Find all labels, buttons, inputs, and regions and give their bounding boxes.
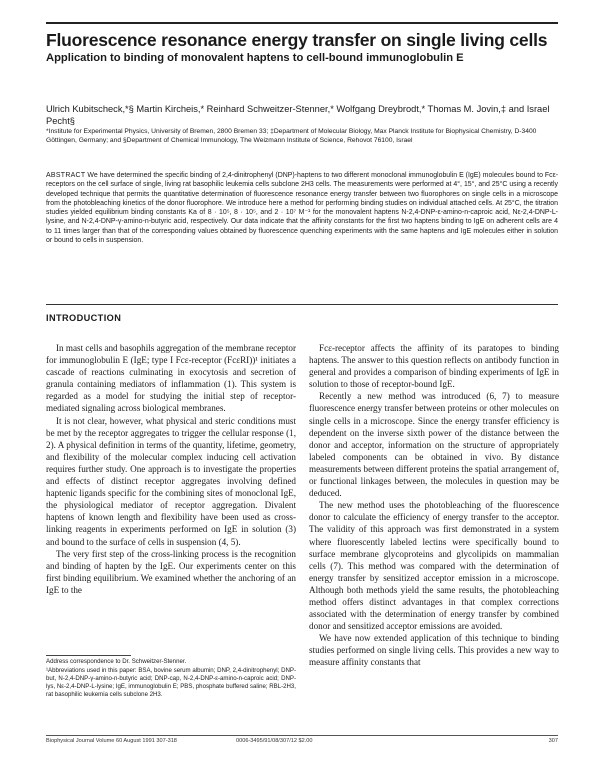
paper-title: Fluorescence resonance energy transfer on single living cells xyxy=(46,30,548,50)
body-paragraph: We have now extended application of this technique to binding studies performed on single living cells. This provides a new way to measure affinity constants that xyxy=(309,633,559,668)
abstract-text: We have determined the specific binding of 2,4-dinitrophenyl (DNP)-haptens to two different monoclonal immunoglobulin E (IgE) molecules bound to Fcε-receptors on the cell surface of single, living rat basophilic leukemia cells subclone 2H3 cells. The measurements were performed at 4°, 15°, and 25°C using a recently developed technique that permits the quantitative determination of fluorescence resonance energy transfer between two fluorophores on single cells in a microscope from the photobleaching kinetics of the donor fluorophore. We introduce here a method for performing binding studies on individual attached cells. At 25°C, the titration studies yielded equilibrium binding constants Ka of 8 · 10⁵, 8 · 10⁵, and 2 · 10⁷ M⁻¹ for the monovalent haptens N-2,4-DNP-ε-amino-n-caproic acid, Nε-2,4-DNP-L-lysine, and N-2,4-DNP-γ-amino-n-butyric acid, respectively. Our data indicate that the affinity constants for the first two haptens binding to IgE on adherent cells are 4 to 11 times larger than that of the corresponding values obtained by fluorescence quenching experiments with the same haptens and IgE molecules either in solution or bound to cells in suspension. xyxy=(46,172,558,245)
author-list: Ulrich Kubitscheck,*§ Martin Kircheis,* Reinhard Schweitzer-Stenner,* Wolfgang Dreybrodt,* Thomas M. Jovin,‡ and Israel Pecht§ xyxy=(46,104,550,126)
section-heading: INTRODUCTION xyxy=(46,313,122,323)
footer-identifier: 0006-3495/91/08/307/12 $2.00 xyxy=(236,738,313,744)
footnote-abbreviations: ¹Abbreviations used in this paper: BSA, bovine serum albumin; DNP, 2,4-dinitrophenyl; DNP-but, N-2,4-DNP-γ-amino-n-butyric acid; DNP-cap, N-2,4-DNP-ε-amino-n-caproic acid; DNP-lys, Nε-2,4-DNP-L-lysine; IgE, immunoglobulin E; PBS, phosphate buffered saline; RBL-2H3, rat basophilic leukemia cells subclone 2H3. xyxy=(46,667,296,698)
footnote-address: Address correspondence to Dr. Schweitzer-Stenner. xyxy=(46,658,187,665)
body-paragraph: The very first step of the cross-linking process is the recognition and binding of hapten by the IgE. Our experiments center on this first binding equilibrium. We examined whether the anchoring of an IgE to the xyxy=(46,548,296,595)
right-column xyxy=(309,342,559,760)
body-paragraph: Fcε-receptor affects the affinity of its paratopes to binding haptens. The answer to this question reflects on antibody function in general and provides a comparison of binding experiments of IgE in solution to those of receptor-bound IgE. xyxy=(309,343,559,390)
footnote-rule xyxy=(46,655,131,656)
footer-journal: Biophysical Journal Volume 60 August 1991 307-318 xyxy=(46,738,177,744)
section-rule xyxy=(46,304,558,305)
affiliations: *Institute for Experimental Physics, University of Bremen, 2800 Bremen 33; ‡Department of Molecular Biology, Max Planck Institute for Biophysical Chemistry, D-3400 Göttingen, Germany; and §Department of Chemical Immunology, The Weizmann Institute of Science, Rehovot 76100, Israel xyxy=(46,128,537,144)
body-paragraph: It is not clear, however, what physical and steric conditions must be met by the receptor aggregates to trigger the cellular response (1, 2). A physical definition in terms of the quantity, lifetime, geometry, and flexibility of the molecular complex inducing cell activation requires further study. One approach is to investigate the properties and effects of distinct receptor aggregates involving defined haptenic ligands specific for the combining sites of monoclonal IgE, the physiological mediator of receptor aggregation. Divalent haptens of known length and flexibility have been used as cross-linking reagents in experiments performed on IgE in solution (3) and bound to the surface of cells in suspension (4, 5). xyxy=(46,415,296,547)
body-paragraph: Recently a new method was introduced (6, 7) to measure fluorescence energy transfer between proteins or other molecules on single cells in a microscope. Since the energy transfer efficiency is dependent on the inverse sixth power of the distance between the donor and acceptor, information on the structure of appropriately labeled components can be obtained in vivo. By distance measurements between different proteins the spatial arrangement of, or functional linkages between, the molecules in question may be deduced. xyxy=(309,391,559,499)
footnotes xyxy=(46,658,296,699)
abstract xyxy=(46,171,558,245)
paper-subtitle: Application to binding of monovalent haptens to cell-bound immunoglobulin E xyxy=(46,52,464,64)
footer-rule xyxy=(46,735,558,736)
body-paragraph: In mast cells and basophils aggregation of the membrane receptor for immunoglobulin E (IgE; type I Fcε-receptor (FcεRI))¹ initiates a cascade of reactions culminating in exocytosis and secretion of granula containing mediators of inflammation (1). This system is regarded as a model for studying the initial step of receptor-mediated signaling across biological membranes. xyxy=(46,343,296,414)
body-paragraph: The new method uses the photobleaching of the fluorescence donor to calculate the efficiency of energy transfer to the acceptor. The validity of this approach was first demonstrated in a system where fluorescently labeled lectins were specifically bound to surface membrane glycoproteins and glycolipids on mammalian cells (7). This method was compared with the determination of energy transfer by sensitized acceptor emission in a microscope. Although both methods yield the same results, the photobleaching method offers distinct advantages in that complex corrections associated with the determination of energy transfer by combined donor and sensitized acceptor emissions are avoided. xyxy=(309,500,559,632)
abstract-label: ABSTRACT xyxy=(46,172,86,179)
top-rule xyxy=(46,22,558,24)
page-number: 307 xyxy=(548,738,558,744)
